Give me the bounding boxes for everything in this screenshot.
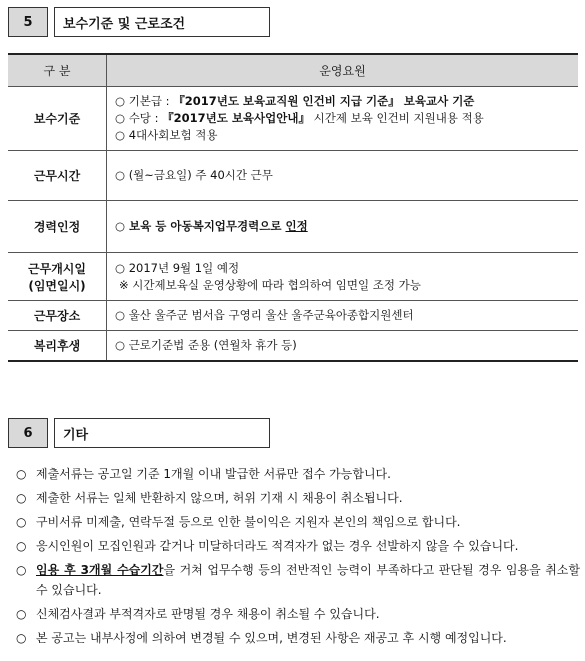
table-row-hours: 근무시간 ○ (월~금요일) 주 40시간 근무 <box>8 151 578 201</box>
section-number: 6 <box>8 418 48 448</box>
table-row-pay: 보수기준 ○ 기본급 : 『2017년도 보육교직원 인건비 지급 기준』 보육교사 기준 ○ 수당 : 『2017년도 보육사업안내』 시간제 보육 인건비 지원내용 적용 ○ 4대사회보험 적용 <box>8 87 578 151</box>
table-header-category: 구 분 <box>8 54 107 87</box>
row-label: 복리후생 <box>8 331 107 361</box>
table-header-row <box>8 54 578 87</box>
table-header-staff: 운영요원 <box>107 54 579 87</box>
notes-list <box>16 464 580 652</box>
list-item: ○ 신체검사결과 부적격자로 판명될 경우 채용이 취소될 수 있습니다. <box>16 604 580 624</box>
bullet-icon: ○ <box>16 491 27 505</box>
row-label: 근무시간 <box>8 151 107 201</box>
section-5-heading <box>8 7 270 37</box>
list-item: ○ 제출서류는 공고일 기준 1개월 이내 발급한 서류만 접수 가능합니다. <box>16 464 580 484</box>
section-title: 기타 <box>54 418 270 448</box>
bullet-icon: ○ <box>16 563 27 577</box>
table-row-career: 경력인정 ○ 보육 등 아동복지업무경력으로 인정 <box>8 201 578 253</box>
section-number: 5 <box>8 7 48 37</box>
bullet-icon: ○ <box>16 515 27 529</box>
section-title: 보수기준 및 근로조건 <box>54 7 270 37</box>
list-item: ○ 본 공고는 내부사정에 의하여 변경될 수 있으며, 변경된 사항은 재공고 후 시행 예정입니다. <box>16 628 580 648</box>
section-6-heading <box>8 418 270 448</box>
list-item: ○ 구비서류 미제출, 연락두절 등으로 인한 불이익은 지원자 본인의 책임으로 합니다. <box>16 512 580 532</box>
bullet-icon: ○ <box>16 467 27 481</box>
list-item: ○ 제출한 서류는 일체 반환하지 않으며, 허위 기재 시 채용이 취소됩니다. <box>16 488 580 508</box>
bullet-icon: ○ <box>16 631 27 645</box>
row-label: 경력인정 <box>8 201 107 253</box>
list-item: ○ 임용 후 3개월 수습기간을 거쳐 업무수행 등의 전반적인 능력이 부족하다고 판단될 경우 임용을 취소할 수 있습니다. <box>16 560 580 600</box>
table-row-place: 근무장소 ○ 울산 울주군 범서읍 구영리 울산 울주군육아종합지원센터 <box>8 301 578 331</box>
table-row-welfare: 복리후생 ○ 근로기준법 준용 (연월차 휴가 등) <box>8 331 578 361</box>
row-label: 근무개시일 (임면일시) <box>8 253 107 301</box>
bullet-icon: ○ <box>16 539 27 553</box>
list-item: ○ 응시인원이 모집인원과 같거나 미달하더라도 적격자가 없는 경우 선발하지 않을 수 있습니다. <box>16 536 580 556</box>
bullet-icon: ○ <box>16 607 27 621</box>
table-row-start-date: 근무개시일 (임면일시) ○ 2017년 9월 1일 예정 ※ 시간제보육실 운영상황에 따라 협의하여 임면일 조정 가능 <box>8 253 578 301</box>
row-label: 보수기준 <box>8 87 107 151</box>
row-label: 근무장소 <box>8 301 107 331</box>
conditions-table <box>8 53 578 362</box>
